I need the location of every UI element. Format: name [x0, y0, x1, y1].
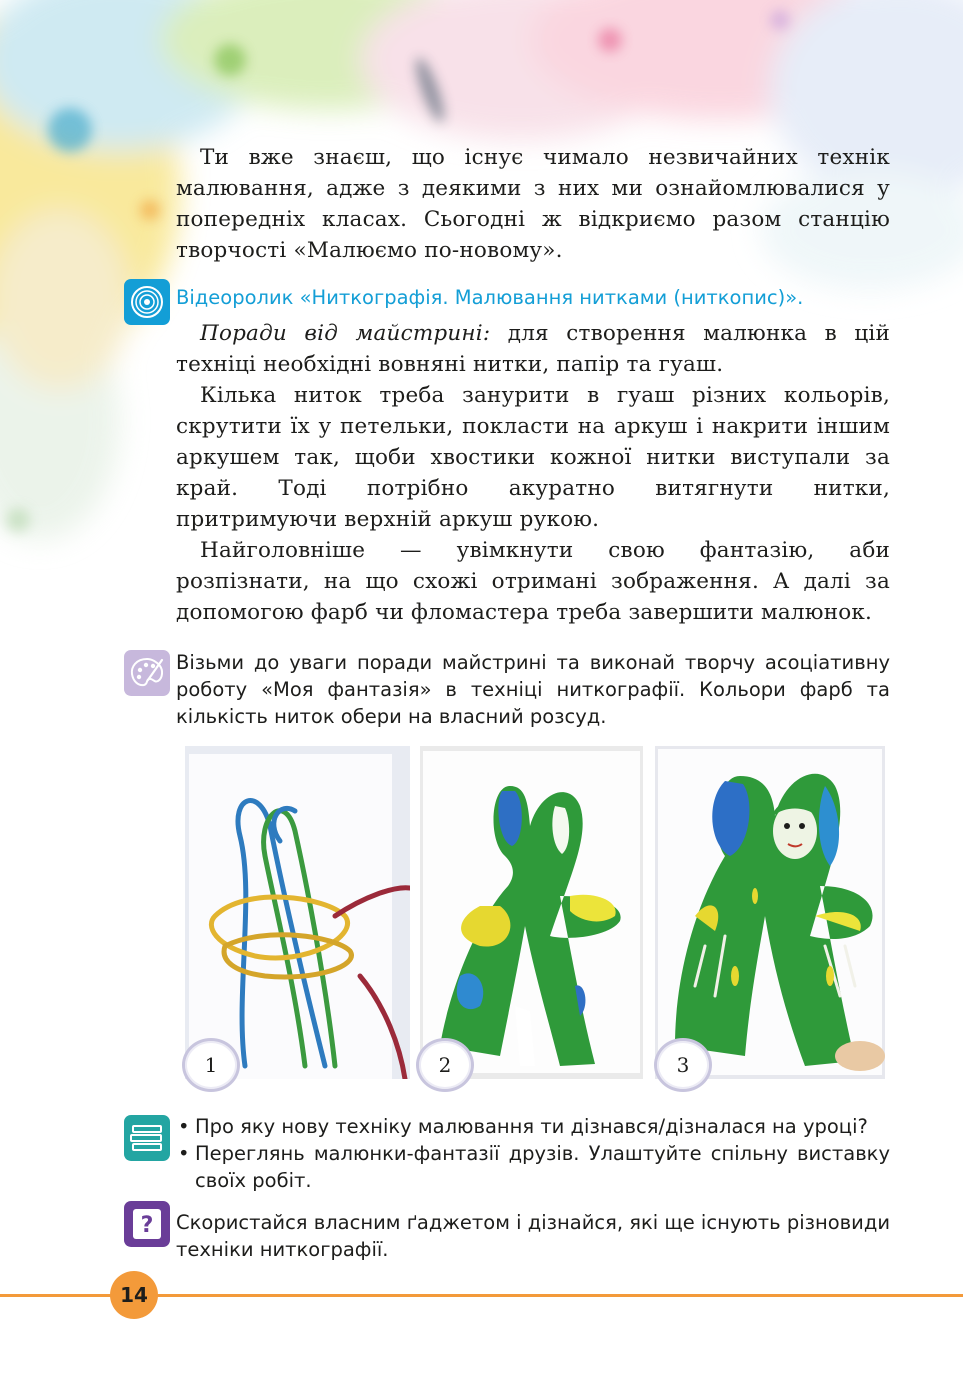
- photo-number-2: 2: [416, 1038, 474, 1092]
- svg-text:?: ?: [140, 1213, 154, 1238]
- reflection-item: • Про яку нову техніку малювання ти дізнався/дізналася на уроці?: [176, 1113, 890, 1140]
- photo-threads: [185, 746, 410, 1079]
- books-icon: [124, 1115, 170, 1161]
- reflection-list: [176, 1113, 890, 1194]
- photo-number-1: 1: [182, 1038, 240, 1092]
- tips-section: [176, 318, 890, 628]
- research-task-text: Скористайся власним ґаджетом і дізнайся, які ще існують різновиди техніки ниткографії.: [176, 1211, 890, 1261]
- page-number: 14: [110, 1271, 158, 1319]
- reflection-item: • Переглянь малюнки-фантазії друзів. Улаштуйте спільну виставку своїх робіт.: [176, 1140, 890, 1194]
- palette-icon: [124, 650, 170, 696]
- tips-lead-rest: для створення малюнка в цій техніці необхідні вовняні нитки, папір та гуаш.: [176, 321, 890, 377]
- creative-task-text: Візьми до уваги поради майстрині та виконай творчу асоціативну роботу «Моя фантазія» в техніці ниткографії. Кольори фарб та кількість ниток обери на власний розсуд.: [176, 651, 890, 728]
- photo-finished: [655, 746, 885, 1079]
- intro-text: Ти вже знаєш, що існує чимало незвичайних технік малювання, адже з деякими з них ми ознайомлювалися у попередніх класах. Сьогодні ж відкриємо разом станцію творчості «Малюємо по-новому».: [176, 145, 890, 263]
- question-icon: [124, 1201, 170, 1247]
- intro-paragraph: [176, 142, 890, 266]
- video-link[interactable]: Відеоролик «Ниткографія. Малювання нитками (ниткопис)».: [176, 286, 804, 309]
- tips-paragraph-1: [176, 318, 890, 380]
- photo-number-3: 3: [654, 1038, 712, 1092]
- tips-paragraph-3: Найголовніше — увімкнути свою фантазію, аби розпізнати, на що схожі отримані зображення. А далі за допомогою фарб чи фломастера треба завершити малюнок.: [176, 538, 890, 625]
- tips-paragraph-2: Кілька ниток треба занурити в гуаш різних кольорів, скрутити їх у петельки, покласти на аркуш і накрити іншим аркушем так, щоби хвостики кожної нитки виступали за край. Тоді потрібно акуратно витягнути нитки, притримуючи верхній аркуш рукою.: [176, 383, 890, 532]
- video-disc-icon[interactable]: [124, 279, 170, 325]
- tips-lead: Поради від майстрині:: [200, 321, 491, 346]
- photo-blot: [420, 746, 643, 1079]
